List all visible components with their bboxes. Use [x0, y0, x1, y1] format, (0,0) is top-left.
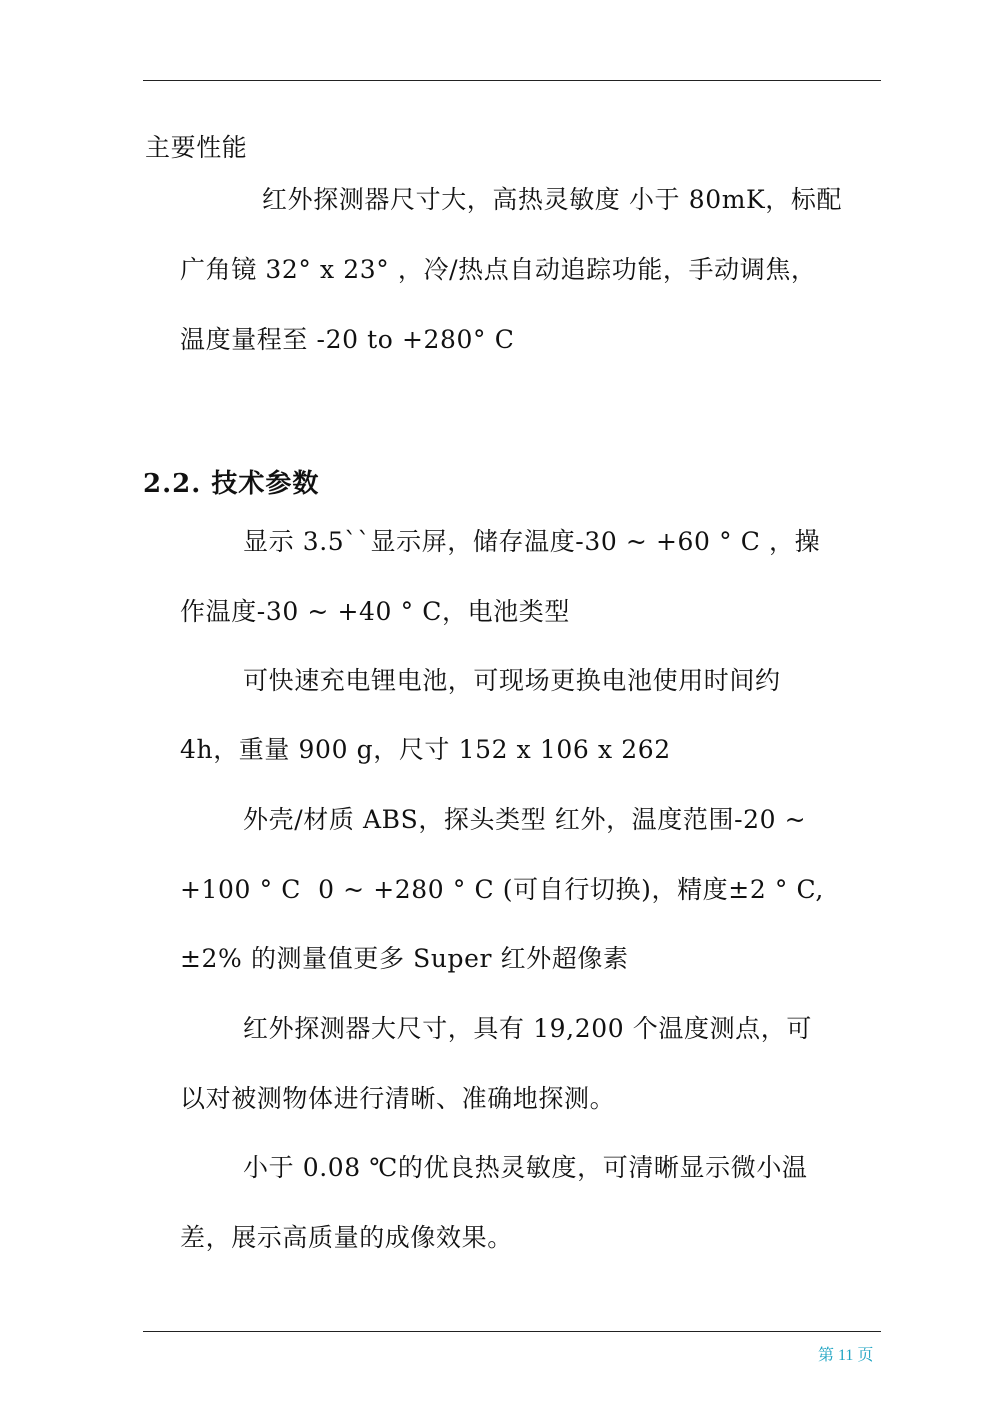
- page-number: 第 11 页: [818, 1347, 874, 1364]
- paragraph-line: 外壳/材质 ABS，探头类型 红外，温度范围-20 ~: [243, 805, 807, 834]
- paragraph-line: 作温度-30 ~ +40 ° C，电池类型: [180, 597, 570, 626]
- performance-line: 广角镜 32° x 23° ，冷/热点自动追踪功能，手动调焦，: [180, 255, 817, 284]
- section-heading: 2.2. 技术参数: [143, 469, 320, 499]
- paragraph-line: 红外探测器大尺寸，具有 19,200 个温度测点，可: [243, 1014, 812, 1043]
- section-title: 主要性能: [145, 133, 248, 162]
- paragraph-line: ±2% 的测量值更多 Super 红外超像素: [180, 944, 629, 973]
- paragraph-line: 差，展示高质量的成像效果。: [180, 1223, 513, 1252]
- paragraph-line: 小于 0.08 ℃的优良热灵敏度，可清晰显示微小温: [243, 1153, 808, 1182]
- performance-line: 红外探测器尺寸大，高热灵敏度 小于 80mK，标配: [262, 185, 843, 214]
- footer-rule: [143, 1331, 881, 1332]
- paragraph-line: 可快速充电锂电池，可现场更换电池使用时间约: [243, 666, 781, 695]
- paragraph-line: 4h，重量 900 g，尺寸 152 x 106 x 262: [180, 735, 671, 764]
- performance-line: 温度量程至 -20 to +280° C: [180, 325, 515, 354]
- paragraph-line: +100 ° C 0 ~ +280 ° C (可自行切换)，精度±2 ° C,: [180, 875, 824, 904]
- paragraph-line: 显示 3.5``显示屏，储存温度-30 ~ +60 ° C ，操: [243, 527, 821, 556]
- paragraph-line: 以对被测物体进行清晰、准确地探测。: [180, 1084, 616, 1113]
- header-rule: [143, 80, 881, 81]
